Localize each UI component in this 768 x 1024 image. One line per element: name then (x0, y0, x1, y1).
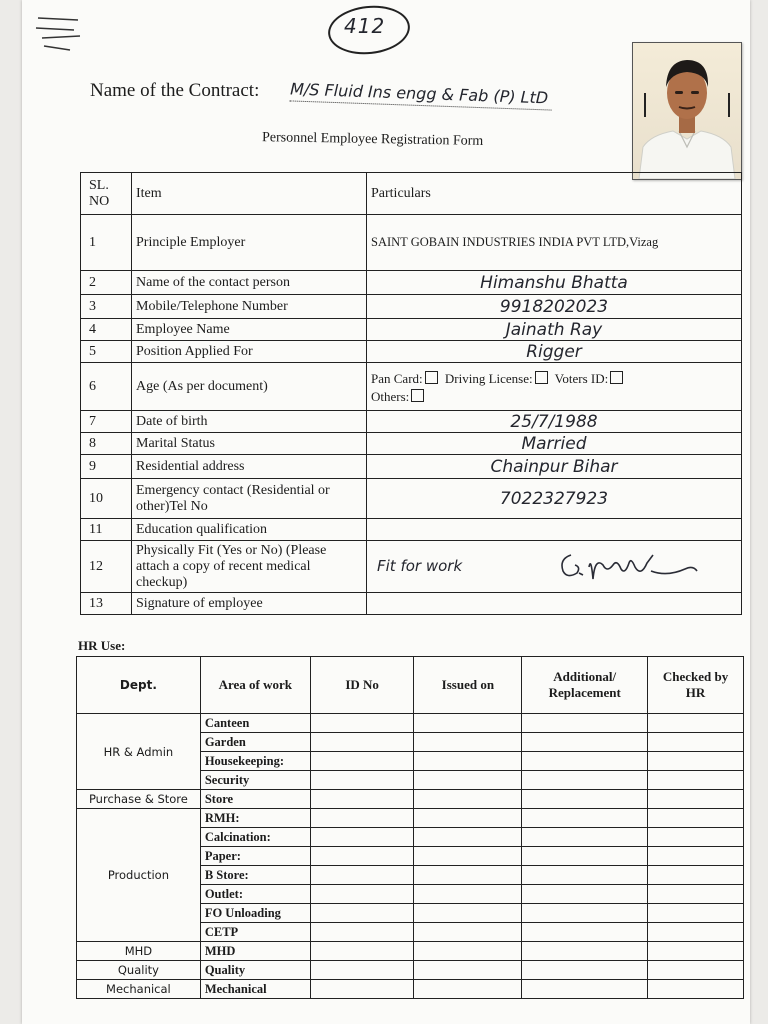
employee-signature-value (367, 593, 742, 615)
id-no-cell[interactable] (310, 733, 414, 752)
checked-by-cell[interactable] (648, 771, 744, 790)
row-number: 3 (81, 295, 132, 319)
row-number: 8 (81, 433, 132, 455)
hr-table-body (77, 714, 744, 999)
contract-name: M/S Fluid Ins engg & Fab (P) LtD (290, 79, 553, 110)
issued-on-cell[interactable] (414, 809, 522, 828)
others-label: Others: (371, 388, 410, 404)
table-row (77, 980, 744, 999)
checked-by-cell[interactable] (648, 733, 744, 752)
issued-on-cell[interactable] (414, 733, 522, 752)
hr-use-table (76, 656, 744, 999)
id-no-cell[interactable] (310, 790, 414, 809)
checked-by-cell[interactable] (648, 790, 744, 809)
position-value: Rigger (526, 341, 582, 362)
checked-by-cell[interactable] (648, 942, 744, 961)
form-title: Personnel Employee Registration Form (261, 130, 484, 149)
area-cell: CETP (200, 923, 310, 942)
issued-on-cell[interactable] (414, 904, 522, 923)
page-number: 412 (344, 14, 386, 38)
checked-by-cell[interactable] (648, 847, 744, 866)
additional-cell[interactable] (522, 961, 648, 980)
marital-status-value: Married (521, 433, 587, 454)
others-checkbox[interactable] (411, 389, 424, 402)
area-cell: Quality (200, 961, 310, 980)
contract-label: Name of the Contract: (90, 80, 260, 101)
area-cell: RMH: (200, 809, 310, 828)
fitness-value: Fit for work (377, 557, 463, 575)
checked-by-cell[interactable] (648, 885, 744, 904)
row-item: Employee Name (132, 319, 367, 341)
id-no-cell[interactable] (310, 752, 414, 771)
row-item: Name of the contact person (132, 271, 367, 295)
checked-by-cell[interactable] (648, 923, 744, 942)
id-no-cell[interactable] (310, 866, 414, 885)
additional-cell[interactable] (522, 790, 648, 809)
row-item: Education qualification (132, 519, 367, 541)
area-cell: Mechanical (200, 980, 310, 999)
row-number: 9 (81, 455, 132, 479)
area-cell: Calcination: (200, 828, 310, 847)
table-row (81, 411, 742, 433)
fitness-cell (367, 541, 742, 593)
checked-by-cell[interactable] (648, 809, 744, 828)
additional-cell[interactable] (522, 809, 648, 828)
additional-cell[interactable] (522, 771, 648, 790)
header-item: Item (132, 173, 367, 215)
id-no-cell[interactable] (310, 923, 414, 942)
dept-cell: Mechanical (77, 980, 201, 999)
table-row (81, 319, 742, 341)
row-item: Emergency contact (Residential or other)Tel No (132, 479, 367, 519)
checked-by-cell[interactable] (648, 714, 744, 733)
table-row (81, 479, 742, 519)
hr-header-id-no: ID No (310, 657, 414, 714)
issued-on-cell[interactable] (414, 885, 522, 904)
voters-id-checkbox[interactable] (610, 371, 623, 384)
table-row (77, 809, 744, 828)
area-cell: Housekeeping: (200, 752, 310, 771)
issued-on-cell[interactable] (414, 923, 522, 942)
area-cell: Canteen (200, 714, 310, 733)
table-row (81, 295, 742, 319)
row-item: Position Applied For (132, 341, 367, 363)
registration-table (80, 172, 742, 615)
pan-card-label: Pan Card: (371, 370, 423, 386)
area-cell: Paper: (200, 847, 310, 866)
dept-cell: Production (77, 809, 201, 942)
dept-cell: MHD (77, 942, 201, 961)
dept-cell: HR & Admin (77, 714, 201, 790)
id-no-cell[interactable] (310, 904, 414, 923)
checked-by-cell[interactable] (648, 904, 744, 923)
row-number: 1 (81, 215, 132, 271)
row-number: 10 (81, 479, 132, 519)
row-item: Signature of employee (132, 593, 367, 615)
hr-header-dept: Dept. (77, 657, 201, 714)
issued-on-cell[interactable] (414, 828, 522, 847)
table-row (81, 341, 742, 363)
issued-on-cell[interactable] (414, 771, 522, 790)
additional-cell[interactable] (522, 828, 648, 847)
table-row (81, 433, 742, 455)
issued-on-cell[interactable] (414, 714, 522, 733)
hr-header-row (77, 657, 744, 714)
id-no-cell[interactable] (310, 942, 414, 961)
voters-id-label: Voters ID: (554, 370, 609, 386)
area-cell: B Store: (200, 866, 310, 885)
issued-on-cell[interactable] (414, 790, 522, 809)
id-no-cell[interactable] (310, 961, 414, 980)
driving-license-label: Driving License: (444, 370, 533, 386)
additional-cell[interactable] (522, 942, 648, 961)
header-particulars: Particulars (367, 173, 742, 215)
additional-cell[interactable] (522, 885, 648, 904)
table-row (77, 961, 744, 980)
area-cell: FO Unloading (200, 904, 310, 923)
checked-by-cell[interactable] (648, 980, 744, 999)
additional-cell[interactable] (522, 733, 648, 752)
table-header-row (81, 173, 742, 215)
hr-header-area: Area of work (200, 657, 310, 714)
id-no-cell[interactable] (310, 885, 414, 904)
row-item: Physically Fit (Yes or No) (Please attach a copy of recent medical checkup) (132, 541, 367, 593)
row-number: 4 (81, 319, 132, 341)
header-sl-no: SL. NO (81, 173, 132, 215)
corner-scribble (34, 14, 84, 54)
table-row (81, 519, 742, 541)
table-row (81, 271, 742, 295)
row-item: Age (As per document) (132, 363, 367, 411)
mobile-number-value: 9918202023 (499, 296, 609, 317)
contact-person-value: Himanshu Bhatta (480, 272, 628, 293)
table-row (81, 593, 742, 615)
issued-on-cell[interactable] (414, 752, 522, 771)
row-number: 2 (81, 271, 132, 295)
row-number: 13 (81, 593, 132, 615)
row-number: 7 (81, 411, 132, 433)
issued-on-cell[interactable] (414, 980, 522, 999)
row-item: Marital Status (132, 433, 367, 455)
area-cell: Store (200, 790, 310, 809)
id-no-cell[interactable] (310, 771, 414, 790)
additional-cell[interactable] (522, 866, 648, 885)
additional-cell[interactable] (522, 847, 648, 866)
checked-by-cell[interactable] (648, 752, 744, 771)
checked-by-cell[interactable] (648, 961, 744, 980)
checked-by-cell[interactable] (648, 866, 744, 885)
table-row (81, 455, 742, 479)
additional-cell[interactable] (522, 904, 648, 923)
pan-card-checkbox[interactable] (425, 371, 438, 384)
row-number: 11 (81, 519, 132, 541)
row-item: Date of birth (132, 411, 367, 433)
id-document-options (367, 363, 742, 411)
area-cell: Outlet: (200, 885, 310, 904)
principal-employer-value: SAINT GOBAIN INDUSTRIES INDIA PVT LTD,Vizag (367, 215, 742, 271)
row-number: 6 (81, 363, 132, 411)
id-no-cell[interactable] (310, 828, 414, 847)
dept-cell: Quality (77, 961, 201, 980)
hr-header-additional: Additional/ Replacement (522, 657, 648, 714)
hr-header-checked-by: Checked by HR (648, 657, 744, 714)
row-item: Mobile/Telephone Number (132, 295, 367, 319)
employee-name-value: Jainath Ray (505, 319, 603, 340)
address-value: Chainpur Bihar (490, 456, 618, 477)
checked-by-cell[interactable] (648, 828, 744, 847)
hr-use-label: HR Use: (78, 638, 126, 653)
id-no-cell[interactable] (310, 809, 414, 828)
additional-cell[interactable] (522, 714, 648, 733)
row-number: 5 (81, 341, 132, 363)
date-of-birth-value: 25/7/1988 (510, 411, 598, 432)
area-cell: Security (200, 771, 310, 790)
table-row (77, 714, 744, 733)
table-row (81, 541, 742, 593)
education-value (367, 519, 742, 541)
id-no-cell[interactable] (310, 847, 414, 866)
table-row (81, 215, 742, 271)
hr-header-issued-on: Issued on (414, 657, 522, 714)
issued-on-cell[interactable] (414, 942, 522, 961)
driving-license-checkbox[interactable] (535, 371, 548, 384)
additional-cell[interactable] (522, 980, 648, 999)
id-no-cell[interactable] (310, 714, 414, 733)
row-item: Principle Employer (132, 215, 367, 271)
emergency-contact-value: 7022327923 (499, 488, 609, 509)
area-cell: Garden (200, 733, 310, 752)
table-row (81, 363, 742, 411)
area-cell: MHD (200, 942, 310, 961)
additional-cell[interactable] (522, 923, 648, 942)
employee-photo (632, 42, 742, 180)
id-no-cell[interactable] (310, 980, 414, 999)
issued-on-cell[interactable] (414, 866, 522, 885)
table-row (77, 942, 744, 961)
additional-cell[interactable] (522, 752, 648, 771)
row-number: 12 (81, 541, 132, 593)
table-row (77, 790, 744, 809)
issued-on-cell[interactable] (414, 961, 522, 980)
dept-cell: Purchase & Store (77, 790, 201, 809)
doctor-signature (557, 547, 707, 587)
issued-on-cell[interactable] (414, 847, 522, 866)
row-item: Residential address (132, 455, 367, 479)
